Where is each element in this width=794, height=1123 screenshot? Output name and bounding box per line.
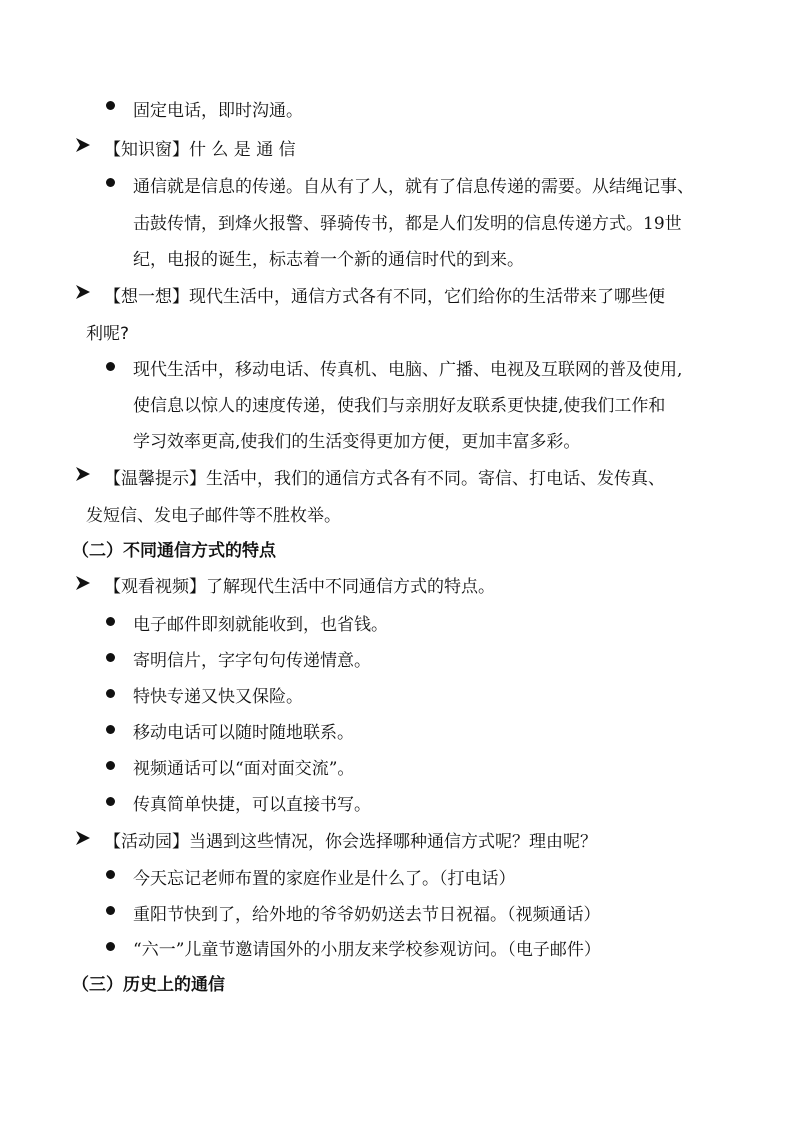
list-item: 传真简单快捷，可以直接书写。 xyxy=(133,795,371,815)
paragraph-line: 纪，电报的诞生，标志着一个新的通信时代的到来。 xyxy=(133,250,524,270)
bullet-dot-icon xyxy=(106,689,115,698)
section-text: 【活动园】当遇到这些情况，你会选择哪种通信方式呢？理由呢？ xyxy=(104,832,597,852)
list-item: 移动电话可以随时随地联系。 xyxy=(133,723,354,743)
section-text: 发短信、发电子邮件等不胜枚举。 xyxy=(86,506,341,526)
bullet-dot-icon xyxy=(106,942,115,951)
bullet-dot-icon xyxy=(106,362,115,371)
bullet-dot-icon xyxy=(106,178,115,187)
subsection-heading: （二）不同通信方式的特点 xyxy=(72,541,276,561)
list-item: 电子邮件即刻就能收到，也省钱。 xyxy=(133,615,388,635)
paragraph-line: 现代生活中，移动电话、传真机、电脑、广播、电视及互联网的普及使用, xyxy=(133,360,683,380)
bullet-dot-icon xyxy=(106,617,115,626)
arrowhead-icon xyxy=(75,284,91,300)
list-item: “六一”儿童节邀请国外的小朋友来学校参观访问。（电子邮件） xyxy=(133,940,601,960)
list-item: 固定电话，即时沟通。 xyxy=(133,101,303,121)
section-title: 【知识窗】什 么 是 通 信 xyxy=(104,140,296,160)
paragraph-line: 通信就是信息的传递。自从有了人，就有了信息传递的需要。从结绳记事、 xyxy=(133,177,694,197)
bullet-dot-icon xyxy=(106,761,115,770)
paragraph-line: 使信息以惊人的速度传递，使我们与亲朋好友联系更快捷,使我们工作和 xyxy=(133,396,666,416)
bullet-dot-icon xyxy=(106,653,115,662)
paragraph-line: 学习效率更高,使我们的生活变得更加方便，更加丰富多彩。 xyxy=(133,432,581,452)
bullet-dot-icon xyxy=(106,101,115,110)
arrowhead-icon xyxy=(75,466,91,482)
list-item: 特快专递又快又保险。 xyxy=(133,687,303,707)
list-item: 视频通话可以“面对面交流”。 xyxy=(133,759,355,779)
paragraph-line: 击鼓传情，到烽火报警、驿骑传书，都是人们发明的信息传递方式。19世 xyxy=(133,214,682,234)
list-item: 寄明信片，字字句句传递情意。 xyxy=(133,651,371,671)
arrowhead-icon xyxy=(75,137,91,153)
section-text: 【想一想】现代生活中，通信方式各有不同，它们给你的生活带来了哪些便 xyxy=(104,287,665,307)
list-item: 今天忘记老师布置的家庭作业是什么了。（打电话） xyxy=(133,869,516,889)
list-item: 重阳节快到了，给外地的爷爷奶奶送去节日祝福。（视频通话） xyxy=(133,905,601,925)
bullet-dot-icon xyxy=(106,725,115,734)
bullet-dot-icon xyxy=(106,797,115,806)
section-text: 【温馨提示】生活中，我们的通信方式各有不同。寄信、打电话、发传真、 xyxy=(104,469,665,489)
bullet-dot-icon xyxy=(106,906,115,915)
arrowhead-icon xyxy=(75,830,91,846)
section-text: 利呢? xyxy=(86,324,130,344)
bullet-dot-icon xyxy=(106,870,115,879)
subsection-heading: （三）历史上的通信 xyxy=(72,975,225,995)
arrowhead-icon xyxy=(75,575,91,591)
section-text: 【观看视频】了解现代生活中不同通信方式的特点。 xyxy=(104,577,495,597)
